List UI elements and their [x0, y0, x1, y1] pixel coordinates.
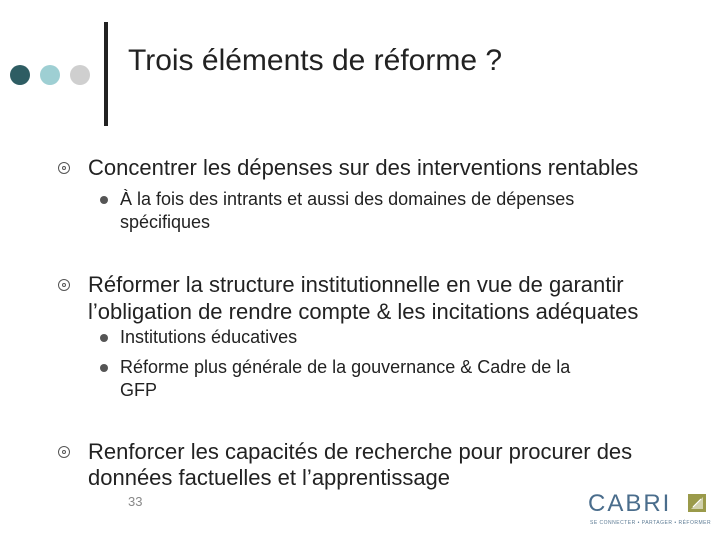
bullet-dot-icon	[100, 196, 108, 204]
bullet-ring-icon	[58, 446, 70, 458]
decor-dot-gray	[70, 65, 90, 85]
bullet-1-sub-1-line-1: À la fois des intrants et aussi des domaines de dépenses	[120, 189, 575, 209]
page-number: 33	[128, 494, 143, 509]
bullet-2-sub-2-line-1: Réforme plus générale de la gouvernance & Cadre de la	[120, 357, 571, 377]
bullet-1-sub-1-line-2: spécifiques	[120, 212, 211, 232]
bullet-2-sub-2-line-2: GFP	[120, 380, 158, 400]
bullet-dot-icon	[100, 364, 108, 372]
bullet-1-line-1: Concentrer les dépenses sur des interventions rentables	[88, 155, 639, 180]
bullet-2-line-2: l’obligation de rendre compte & les incitations adéquates	[88, 299, 639, 324]
logo-text: CABRI	[588, 490, 672, 517]
bullet-2-line-1: Réformer la structure institutionnelle en vue de garantir	[88, 272, 624, 297]
logo-tagline: SE CONNECTER • PARTAGER • RÉFORMER	[590, 520, 712, 526]
decor-dot-light	[40, 65, 60, 85]
slide-title: Trois éléments de réforme ?	[128, 44, 503, 77]
bullet-3-line-1: Renforcer les capacités de recherche pour procurer des	[88, 439, 633, 464]
decor-dot-dark	[10, 65, 30, 85]
bullet-ring-icon	[58, 279, 70, 291]
bullet-ring-icon	[58, 162, 70, 174]
cabri-leaf-icon	[688, 494, 706, 512]
title-divider	[104, 22, 108, 126]
bullet-2-sub-1-line-1: Institutions éducatives	[120, 327, 298, 347]
cabri-logo	[588, 490, 714, 534]
bullet-dot-icon	[100, 334, 108, 342]
bullet-3-line-2: données factuelles et l’apprentissage	[88, 465, 451, 490]
